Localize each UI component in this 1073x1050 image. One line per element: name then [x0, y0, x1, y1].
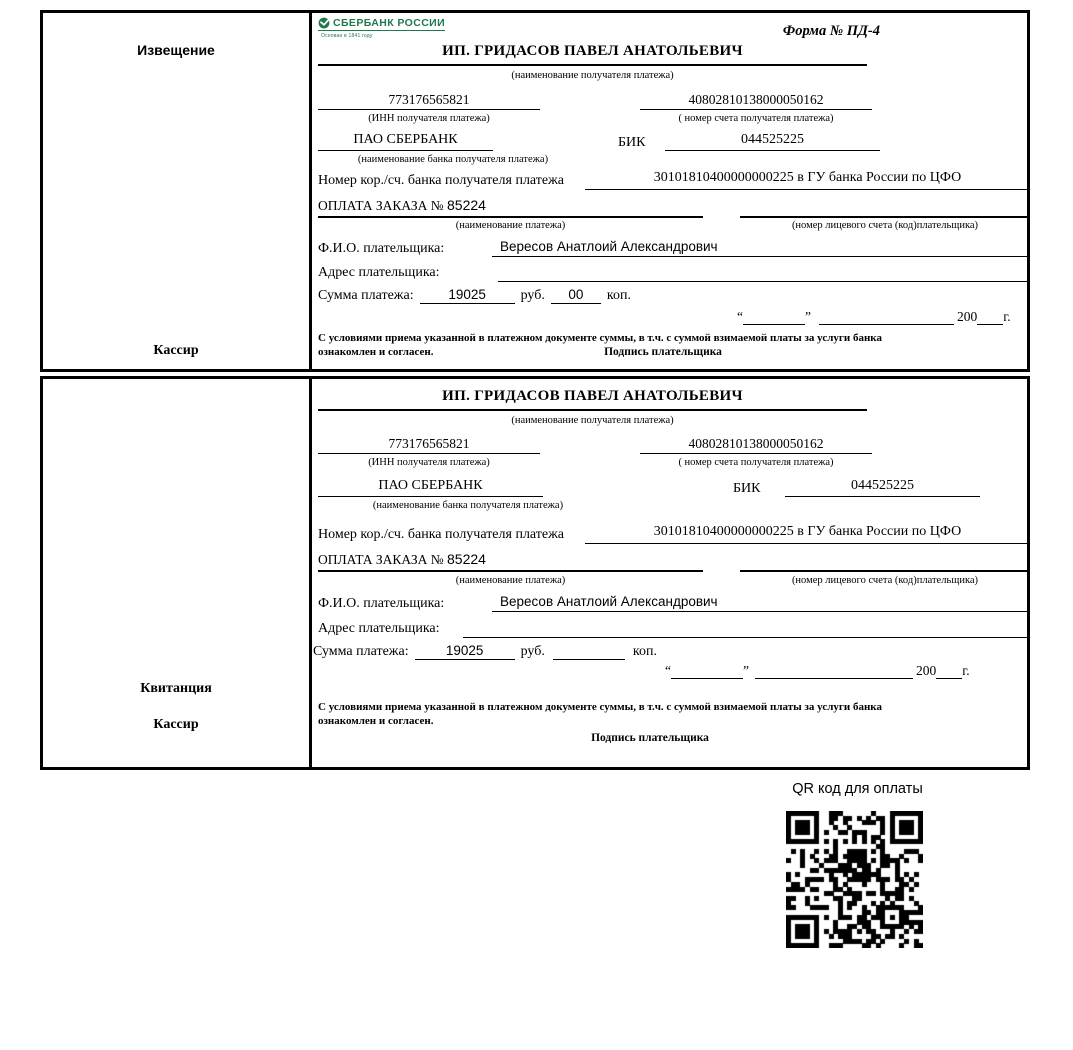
- payment-name-caption: (наименование платежа): [455, 575, 566, 586]
- agreement-line1: С условиями приема указанной в платежном документе суммы, в т.ч. с суммой взимаемой платы за услуги банка: [318, 332, 882, 344]
- personal-account-line: [740, 551, 1030, 572]
- payee-account-value: 40802810138000050162: [640, 92, 872, 110]
- address-label: Адрес плательщика:: [318, 265, 440, 280]
- receipt-section: [40, 376, 1030, 770]
- signature-label: Подпись плательщика: [591, 732, 709, 744]
- notice-section: [40, 10, 1030, 372]
- fio-value: Вересов Анатлоий Александрович: [492, 239, 1030, 257]
- payee-inn-value: 773176565821: [318, 92, 540, 110]
- order-number: 85224: [447, 551, 486, 567]
- date-year-suffix: г.: [1003, 309, 1011, 324]
- agreement-line1: С условиями приема указанной в платежном документе суммы, в т.ч. с суммой взимаемой платы за услуги банка: [318, 701, 882, 713]
- date-century: 200: [957, 309, 978, 324]
- payee-bank-name: ПАО СБЕРБАНК: [318, 478, 543, 497]
- notice-cashier-label: Кассир: [153, 343, 199, 358]
- rub-unit: руб.: [520, 644, 545, 659]
- receipt-left-cell: [43, 379, 312, 767]
- bik-label: БИК: [618, 135, 646, 150]
- payee-account-value: 40802810138000050162: [640, 436, 872, 454]
- receipt-title: Квитанция: [140, 681, 212, 696]
- payee-account-caption: ( номер счета получателя платежа): [678, 113, 834, 124]
- personal-account-caption: (номер лицевого счета (код)плательщика): [791, 220, 979, 231]
- sum-row: [318, 287, 631, 304]
- payee-inn-value: 773176565821: [318, 436, 540, 454]
- bik-label: БИК: [733, 481, 761, 496]
- receipt-cashier-label: Кассир: [153, 717, 199, 732]
- close-quote: ”: [805, 309, 811, 324]
- sberbank-logo: [318, 17, 445, 31]
- sum-rub-value: 19025: [420, 287, 515, 304]
- signature-label: Подпись плательщика: [604, 346, 722, 358]
- kop-unit: коп.: [606, 288, 631, 303]
- corr-account-value: 30101810400000000225 в ГУ банка России по ЦФО: [585, 170, 1030, 190]
- date-day-line: [671, 663, 743, 679]
- bik-value: 044525225: [785, 478, 980, 497]
- order-number: 85224: [447, 197, 486, 213]
- payment-name-line: [318, 551, 703, 572]
- payment-name-label: ОПЛАТА ЗАКАЗА №: [318, 198, 444, 213]
- personal-account-line: [740, 197, 1030, 218]
- sum-rub-value: 19025: [415, 643, 515, 660]
- sberbank-circle-icon: [318, 17, 330, 29]
- fio-value: Вересов Анатлоий Александрович: [492, 594, 1030, 612]
- corr-account-label: Номер кор./сч. банка получателя платежа: [318, 173, 564, 188]
- qr-label: QR код для оплаты: [792, 781, 923, 797]
- address-value: [498, 263, 1030, 282]
- qr-code: [786, 811, 923, 948]
- payee-bank-caption: (наименование банка получателя платежа): [357, 154, 549, 165]
- open-quote: “: [737, 309, 743, 324]
- bik-value: 044525225: [665, 132, 880, 151]
- payee-name: ИП. ГРИДАСОВ ПАВЕЛ АНАТОЛЬЕВИЧ: [318, 388, 867, 411]
- date-century: 200: [916, 663, 937, 678]
- personal-account-caption: (номер лицевого счета (код)плательщика): [791, 575, 979, 586]
- close-quote: ”: [743, 663, 749, 678]
- payee-inn-caption: (ИНН получателя платежа): [368, 113, 490, 124]
- date-day-line: [743, 309, 805, 325]
- date-year-suffix: г.: [962, 663, 970, 678]
- notice-title: Извещение: [137, 42, 215, 58]
- sberbank-logo-tagline: Основан в 1841 году: [321, 33, 373, 39]
- sum-kop-value: 00: [551, 287, 601, 304]
- date-month-line: [819, 309, 954, 325]
- open-quote: “: [665, 663, 671, 678]
- kop-unit: коп.: [632, 644, 657, 659]
- payee-account-caption: ( номер счета получателя платежа): [678, 457, 834, 468]
- payment-name-line: [318, 197, 703, 218]
- sum-kop-value: [553, 659, 625, 660]
- agreement-line2: ознакомлен и согласен.: [318, 715, 434, 727]
- corr-account-value: 30101810400000000225 в ГУ банка России по ЦФО: [585, 524, 1030, 544]
- agreement-line2: ознакомлен и согласен.: [318, 346, 434, 358]
- address-value: [463, 619, 1030, 638]
- date-row: [665, 663, 970, 679]
- sberbank-logo-text: СБЕРБАНК РОССИИ: [333, 17, 446, 29]
- payment-name-caption: (наименование платежа): [455, 220, 566, 231]
- payee-bank-name: ПАО СБЕРБАНК: [318, 132, 493, 151]
- rub-unit: руб.: [520, 288, 545, 303]
- date-month-line: [755, 663, 913, 679]
- notice-left-cell: [43, 13, 312, 369]
- address-label: Адрес плательщика:: [318, 621, 440, 636]
- date-row: [737, 309, 1011, 325]
- payee-bank-caption: (наименование банка получателя платежа): [372, 500, 564, 511]
- date-year-line: [936, 663, 962, 679]
- sum-label: Сумма платежа:: [318, 288, 414, 303]
- date-year-line: [977, 309, 1003, 325]
- payee-name-caption: (наименование получателя платежа): [511, 415, 674, 426]
- payment-name-label: ОПЛАТА ЗАКАЗА №: [318, 552, 444, 567]
- sum-row: [313, 643, 657, 660]
- fio-label: Ф.И.О. плательщика:: [318, 596, 445, 611]
- payee-inn-caption: (ИНН получателя платежа): [368, 457, 490, 468]
- fio-label: Ф.И.О. плательщика:: [318, 241, 445, 256]
- corr-account-label: Номер кор./сч. банка получателя платежа: [318, 527, 564, 542]
- payee-name: ИП. ГРИДАСОВ ПАВЕЛ АНАТОЛЬЕВИЧ: [318, 43, 867, 66]
- payee-name-caption: (наименование получателя платежа): [511, 70, 674, 81]
- form-number-label: Форма № ПД-4: [782, 23, 880, 39]
- sum-label: Сумма платежа:: [313, 644, 409, 659]
